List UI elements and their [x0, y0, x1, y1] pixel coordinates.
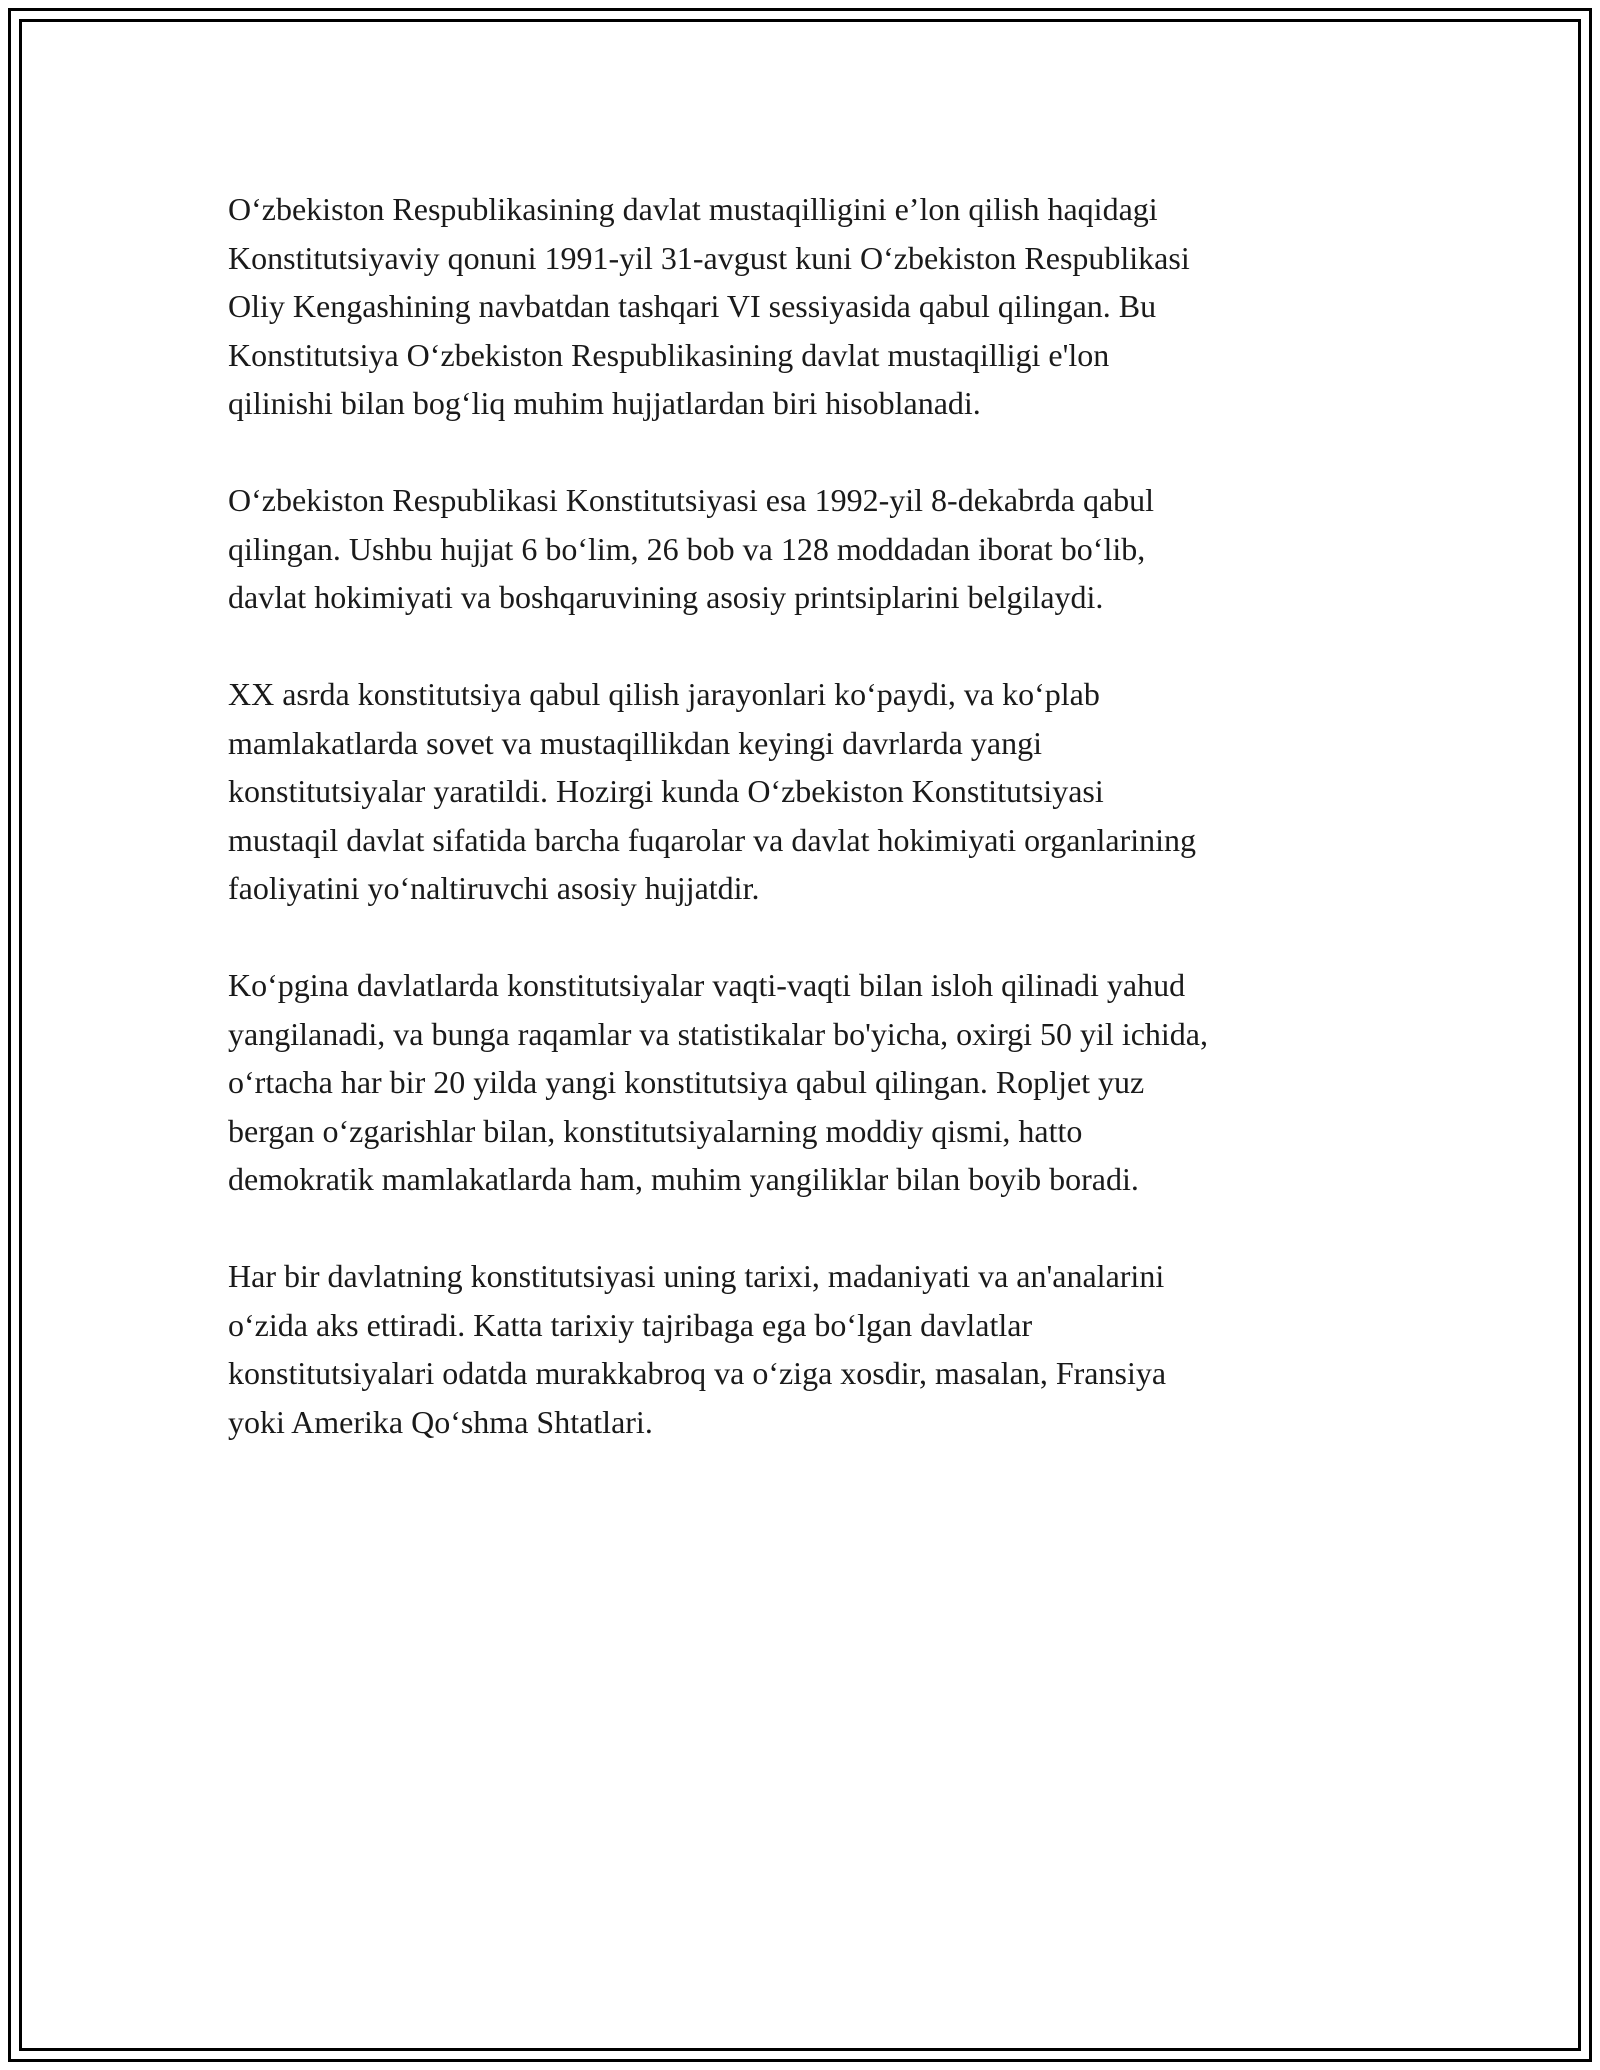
- paragraph-4: Ko‘pgina davlatlarda konstitutsiyalar vaqti-vaqti bilan isloh qilinadi yahud yangilanadi, va bunga raqamlar va statistikalar bo'yicha, oxirgi 50 yil ichida, o‘rtacha har bir 20 yilda yangi konstitutsiya qabul qilingan. Ropljet yuz bergan o‘zgarishlar bilan, konstitutsiyalarning moddiy qismi, hatto demokratik mamlakatlarda ham, muhim yangiliklar bilan boyib boradi.: [228, 967, 1208, 1197]
- paragraph-2: O‘zbekiston Respublikasi Konstitutsiyasi esa 1992-yil 8-dekabrda qabul qilingan. Ushbu hujjat 6 bo‘lim, 26 bob va 128 moddadan iborat bo‘lib, davlat hokimiyati va boshqaruvining asosiy printsiplarini belgilaydi.: [228, 482, 1155, 615]
- document-body: [228, 185, 1378, 1495]
- paragraph-5: Har bir davlatning konstitutsiyasi uning tarixi, madaniyati va an'analarini o‘zida aks ettiradi. Katta tarixiy tajribaga ega bo‘lgan davlatlar konstitutsiyalari odatda murakkabroq va o‘ziga xosdir, masalan, Fransiya yoki Amerika Qo‘shma Shtatlari.: [228, 1258, 1167, 1440]
- paragraph-1: O‘zbekiston Respublikasining davlat mustaqilligini e’lon qilish haqidagi Konstitutsiyaviy qonuni 1991-yil 31-avgust kuni O‘zbekiston Respublikasi Oliy Kengashining navbatdan tashqari VI sessiyasida qabul qilingan. Bu Konstitutsiya O‘zbekiston Respublikasining davlat mustaqilligi e'lon qilinishi bilan bog‘liq muhim hujjatlardan biri hisoblanadi.: [228, 191, 1190, 421]
- paragraph-3: XX asrda konstitutsiya qabul qilish jarayonlari ko‘paydi, va ko‘plab mamlakatlarda sovet va mustaqillikdan keyingi davrlarda yangi konstitutsiyalar yaratildi. Hozirgi kunda O‘zbekiston Konstitutsiyasi mustaqil davlat sifatida barcha fuqarolar va davlat hokimiyati organlarining faoliyatini yo‘naltiruvchi asosiy hujjatdir.: [228, 676, 1196, 906]
